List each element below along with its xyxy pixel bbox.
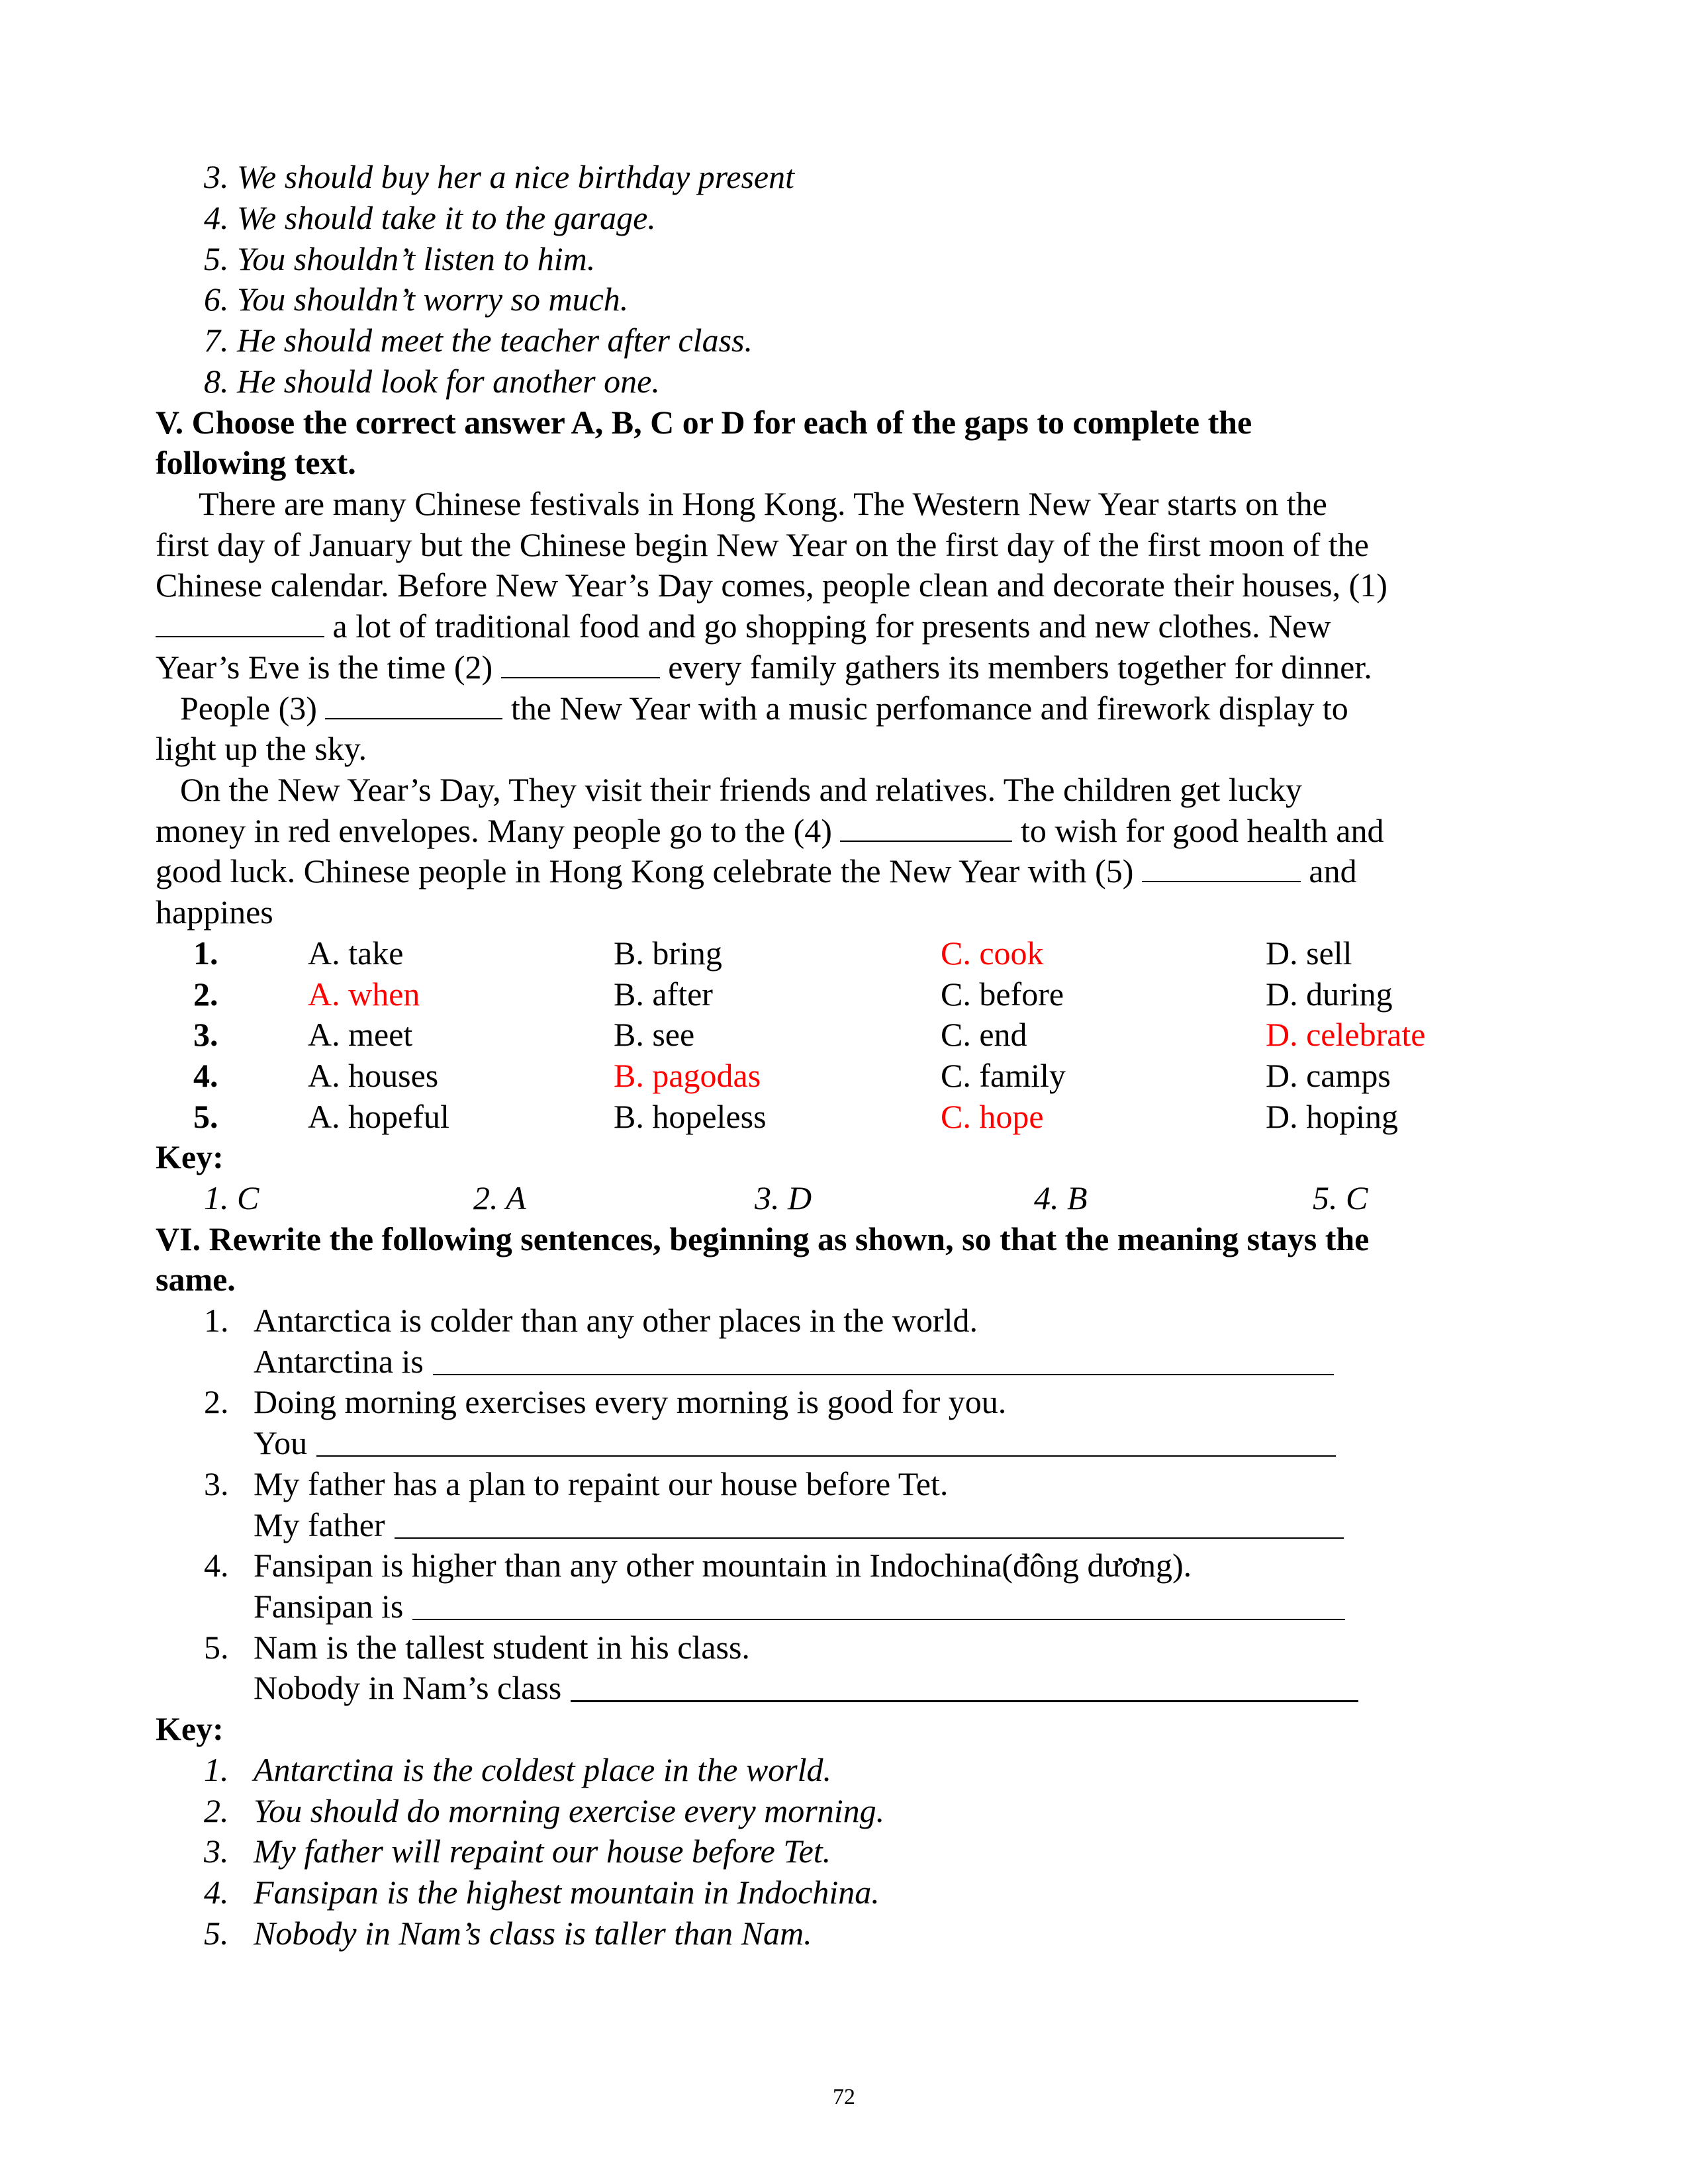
key-item xyxy=(0,1790,1688,1831)
passage-line xyxy=(156,606,1331,647)
passage-line: first day of January but the Chinese begin New Year on the first day of the first moon of the xyxy=(156,526,1369,563)
option[interactable]: B. bring xyxy=(614,934,722,972)
item-number: 1. xyxy=(204,1302,229,1339)
answer-blank[interactable] xyxy=(316,1454,1336,1457)
gap-1-blank[interactable] xyxy=(156,607,324,637)
key-label: Key: xyxy=(156,1710,224,1747)
option-correct[interactable]: A. when xyxy=(308,975,420,1013)
option-correct[interactable]: C. cook xyxy=(941,934,1044,972)
rewrite-prompt: Fansipan is xyxy=(254,1587,404,1625)
passage-line: happines xyxy=(156,893,273,931)
passage-text: a lot of traditional food and go shopping for presents and new clothes. New xyxy=(332,608,1331,645)
passage-text: every family gathers its members together for dinner. xyxy=(668,649,1372,686)
key-item xyxy=(0,1831,1688,1872)
rewrite-item xyxy=(0,1300,1688,1341)
section-v-heading: V. Choose the correct answer A, B, C or D for each of the gaps to complete the xyxy=(156,404,1252,441)
section-vi-heading: VI. Rewrite the following sentences, beginning as shown, so that the meaning stays the xyxy=(156,1220,1370,1257)
passage-text: Year’s Eve is the time (2) xyxy=(156,649,493,686)
rewrite-prompt: My father xyxy=(254,1506,385,1543)
key-text: My father will repaint our house before Tet. xyxy=(254,1833,831,1870)
option[interactable]: D. hoping xyxy=(1266,1097,1398,1135)
key-number: 3. xyxy=(204,1833,229,1870)
passage-line: There are many Chinese festivals in Hong Kong. The Western New Year starts on the xyxy=(199,485,1327,522)
item-number: 2. xyxy=(204,1383,229,1421)
key-answer: 5. C xyxy=(1313,1179,1368,1216)
question-number: 1. xyxy=(193,934,218,972)
rewrite-prompt-line xyxy=(254,1586,403,1627)
passage-line xyxy=(156,850,1357,891)
question-row xyxy=(0,1096,1688,1137)
key-label: Key: xyxy=(156,1138,224,1175)
question-row xyxy=(0,933,1688,974)
key-answer: 3. D xyxy=(755,1179,812,1216)
answer-blank[interactable] xyxy=(571,1699,1358,1702)
key-text: Antarctina is the coldest place in the world. xyxy=(254,1751,832,1788)
answer-blank[interactable] xyxy=(395,1536,1344,1539)
rewrite-item xyxy=(0,1381,1688,1422)
section-v-heading-cont: following text. xyxy=(156,444,356,481)
key-number: 5. xyxy=(204,1914,229,1952)
key-item xyxy=(0,1872,1688,1913)
question-number: 2. xyxy=(193,975,218,1013)
option[interactable]: D. during xyxy=(1266,975,1393,1013)
rewrite-prompt-line xyxy=(254,1422,307,1463)
option-correct[interactable]: B. pagodas xyxy=(614,1057,761,1095)
key-answer: 4. B xyxy=(1034,1179,1088,1216)
question-number: 3. xyxy=(193,1016,218,1054)
gap-2-blank[interactable] xyxy=(501,648,660,678)
key-item xyxy=(0,1749,1688,1790)
key-number: 1. xyxy=(204,1751,229,1788)
rewrite-item xyxy=(0,1545,1688,1586)
key-text: Nobody in Nam’s class is taller than Nam. xyxy=(254,1914,812,1952)
option-correct[interactable]: C. hope xyxy=(941,1097,1044,1135)
rewrite-prompt: Nobody in Nam’s class xyxy=(254,1669,562,1707)
option[interactable]: D. sell xyxy=(1266,934,1352,972)
item-sentence: Nam is the tallest student in his class. xyxy=(254,1628,750,1666)
option-correct[interactable]: D. celebrate xyxy=(1266,1016,1426,1054)
passage-text: good luck. Chinese people in Hong Kong celebrate the New Year with (5) xyxy=(156,852,1134,889)
passage-line: light up the sky. xyxy=(156,730,367,767)
question-row xyxy=(0,1014,1688,1055)
gap-5-blank[interactable] xyxy=(1142,852,1301,882)
key-item xyxy=(0,1913,1688,1954)
prev-answer: 6. You shouldn’t worry so much. xyxy=(204,281,629,318)
passage-text: money in red envelopes. Many people go to the (4) xyxy=(156,812,832,849)
passage-line: Chinese calendar. Before New Year’s Day comes, people clean and decorate their houses, (1) xyxy=(156,567,1387,604)
rewrite-prompt-line xyxy=(254,1504,385,1545)
option[interactable]: B. hopeless xyxy=(614,1097,767,1135)
option[interactable]: A. houses xyxy=(308,1057,439,1095)
passage-text: People (3) xyxy=(180,690,317,727)
key-answer: 1. C xyxy=(204,1179,259,1216)
item-number: 3. xyxy=(204,1465,229,1502)
passage-line xyxy=(180,688,1348,729)
question-number: 5. xyxy=(193,1097,218,1135)
rewrite-prompt-line xyxy=(254,1667,561,1708)
option[interactable]: D. camps xyxy=(1266,1057,1391,1095)
rewrite-prompt: Antarctina is xyxy=(254,1342,424,1380)
passage-text: to wish for good health and xyxy=(1020,812,1384,849)
prev-answer: 8. He should look for another one. xyxy=(204,363,660,400)
passage-text: and xyxy=(1309,852,1357,889)
item-number: 5. xyxy=(204,1628,229,1666)
option[interactable]: A. meet xyxy=(308,1016,413,1054)
option[interactable]: A. hopeful xyxy=(308,1097,449,1135)
passage-line xyxy=(156,647,1372,688)
option[interactable]: C. end xyxy=(941,1016,1027,1054)
passage-line: On the New Year’s Day, They visit their friends and relatives. The children get lucky xyxy=(180,771,1302,808)
item-number: 4. xyxy=(204,1547,229,1584)
answer-blank[interactable] xyxy=(412,1617,1345,1620)
option[interactable]: C. before xyxy=(941,975,1064,1013)
key-text: You should do morning exercise every morning. xyxy=(254,1792,885,1829)
option[interactable]: B. see xyxy=(614,1016,695,1054)
item-sentence: Doing morning exercises every morning is good for you. xyxy=(254,1383,1007,1421)
prev-answer: 7. He should meet the teacher after class. xyxy=(204,322,753,359)
gap-3-blank[interactable] xyxy=(325,689,502,719)
option[interactable]: B. after xyxy=(614,975,713,1013)
gap-4-blank[interactable] xyxy=(840,811,1012,842)
prev-answer: 3. We should buy her a nice birthday present xyxy=(204,158,794,195)
question-number: 4. xyxy=(193,1057,218,1095)
key-row xyxy=(0,1177,1688,1218)
item-sentence: My father has a plan to repaint our house before Tet. xyxy=(254,1465,949,1502)
page-number: 72 xyxy=(833,2085,855,2109)
item-sentence: Fansipan is higher than any other mountain in Indochina(đông dương). xyxy=(254,1547,1192,1584)
rewrite-item xyxy=(0,1463,1688,1504)
key-text: Fansipan is the highest mountain in Indochina. xyxy=(254,1874,880,1911)
passage-line xyxy=(156,810,1383,851)
answer-blank[interactable] xyxy=(433,1373,1334,1375)
key-number: 2. xyxy=(204,1792,229,1829)
key-number: 4. xyxy=(204,1874,229,1911)
passage-text: the New Year with a music perfomance and firework display to xyxy=(510,690,1348,727)
section-vi-heading-cont: same. xyxy=(156,1261,236,1298)
prev-answer: 5. You shouldn’t listen to him. xyxy=(204,240,596,277)
question-row xyxy=(0,1055,1688,1096)
key-answer: 2. A xyxy=(473,1179,526,1216)
prev-answer: 4. We should take it to the garage. xyxy=(204,199,656,236)
option[interactable]: A. take xyxy=(308,934,404,972)
rewrite-item xyxy=(0,1627,1688,1668)
item-sentence: Antarctica is colder than any other places in the world. xyxy=(254,1302,978,1339)
rewrite-prompt: You xyxy=(254,1424,308,1462)
rewrite-prompt-line xyxy=(254,1341,424,1382)
question-row xyxy=(0,974,1688,1015)
option[interactable]: C. family xyxy=(941,1057,1066,1095)
